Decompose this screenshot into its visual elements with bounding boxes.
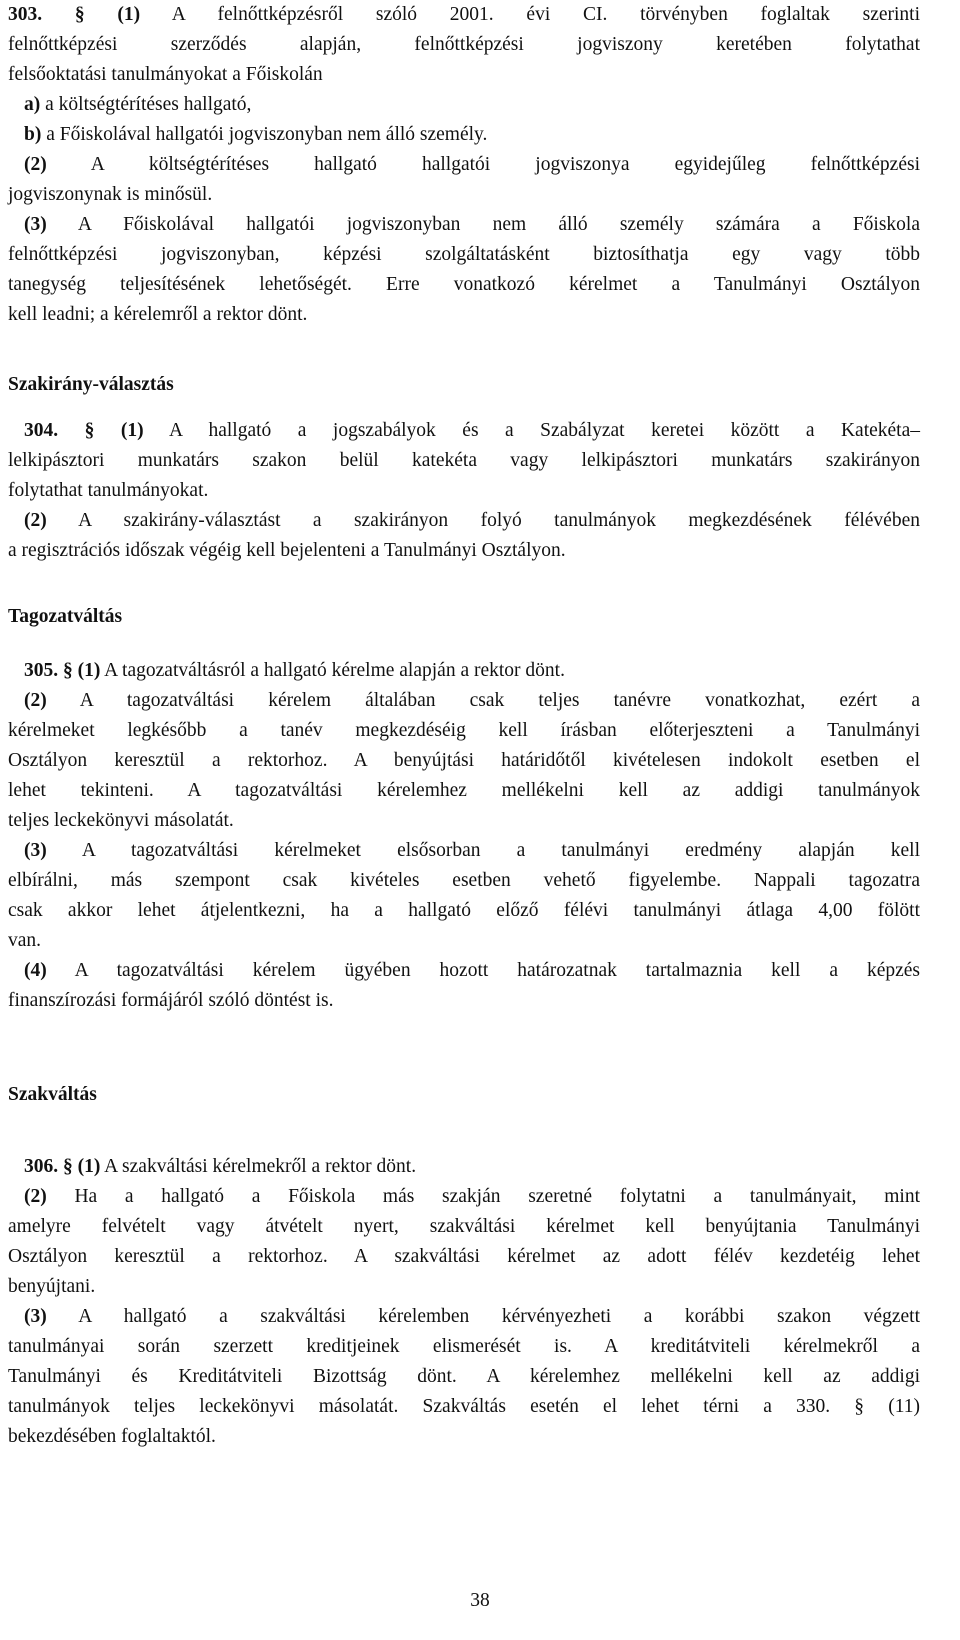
section-305-par2-line-4: lehet tekinteni. A tagozatváltási kérelemhez mellékelni kell az addigi tanulmányok — [8, 780, 920, 801]
section-306-par3-line-2: tanulmányai során szerzett kreditjeinek elismerését is. A kreditátviteli kérelmekről a — [8, 1336, 920, 1357]
section-305-par4-line-2: finanszírozási formájáról szóló döntést is. — [8, 990, 334, 1011]
heading-szakirany-valasztas: Szakirány-választás — [8, 374, 174, 395]
paragraph-text: A felnőttképzésről szóló 2001. évi CI. törvényben foglaltak szerinti — [140, 4, 921, 25]
section-303-par2-line-2: jogviszonynak is minősül. — [8, 184, 213, 205]
paragraph-text: A tagozatváltási kérelem ügyében hozott határozatnak tartalmaznia kell a képzés — [46, 960, 920, 981]
section-305-par2-line-1 — [8, 686, 920, 716]
paragraph-lead: (2) — [24, 690, 47, 711]
section-303-par3-line-4: kell leadni; a kérelemről a rektor dönt. — [8, 304, 308, 325]
section-306-par3-line-3: Tanulmányi és Kreditátviteli Bizottság dönt. A kérelemhez mellékelni kell az addigi — [8, 1366, 920, 1387]
paragraph-text: A költségtérítéses hallgató hallgatói jogviszonya egyidejűleg felnőttképzési — [46, 154, 920, 175]
paragraph-text: A tagozatváltásról a hallgató kérelme alapján a rektor dönt. — [100, 660, 565, 681]
section-305-par2-line-2: kérelmeket legkésőbb a tanév megkezdéséig kell írásban előterjeszteni a Tanulmányi — [8, 720, 920, 741]
section-sign: § — [84, 420, 95, 441]
section-305-par4-line-1 — [8, 956, 920, 986]
section-303-line-3: felsőoktatási tanulmányokat a Főiskolán — [8, 64, 323, 85]
section-304-par2-line-1 — [8, 506, 920, 536]
paragraph-text: A tagozatváltási kérelem általában csak teljes tanévre vonatkozhat, ezért a — [46, 690, 920, 711]
section-305-par3-line-4: van. — [8, 930, 42, 951]
list-label: a) — [24, 94, 41, 115]
section-306-par2-line-4: benyújtani. — [8, 1276, 96, 1297]
paragraph-lead: (4) — [24, 960, 47, 981]
list-text: a költségtérítéses hallgató, — [40, 94, 252, 115]
paragraph-lead: (1) — [77, 1156, 101, 1177]
section-306-par2-line-1 — [8, 1182, 920, 1212]
section-306-par3-line-5: bekezdésében foglaltaktól. — [8, 1426, 216, 1447]
list-label: b) — [24, 124, 42, 145]
section-305-par2-line-3: Osztályon keresztül a rektorhoz. A benyújtási határidőtől kivételesen indokolt esetben el — [8, 750, 920, 771]
paragraph-text: A szakirány-választást a szakirányon folyó tanulmányok megkezdésének félévében — [46, 510, 920, 531]
section-304-line-2: lelkipásztori munkatárs szakon belül katekéta vagy lelkipásztori munkatárs szakirányon — [8, 450, 920, 471]
section-number: 303. — [8, 4, 43, 25]
section-number: 304. — [24, 420, 59, 441]
list-text: a Főiskolával hallgatói jogviszonyban nem álló személy. — [41, 124, 488, 145]
section-number: 306. — [24, 1156, 59, 1177]
section-305 — [8, 656, 920, 1016]
section-306 — [8, 1152, 920, 1452]
section-305-par3-line-2: elbírálni, más szempont csak kivételes esetben vehető figyelembe. Nappali tagozatra — [8, 870, 920, 891]
section-303 — [8, 0, 920, 330]
section-sign: § — [63, 1156, 73, 1177]
section-303-line-1 — [8, 0, 920, 30]
section-sign: § — [74, 4, 85, 25]
paragraph-lead: (1) — [120, 420, 144, 441]
section-305-par2-line-5: teljes leckekönyvi másolatát. — [8, 810, 234, 831]
section-305-par3-line-3: csak akkor lehet átjelentkezni, ha a hallgató előző félévi tanulmányi átlaga 4,00 fölött — [8, 900, 920, 921]
section-305-par3-line-1 — [8, 836, 920, 866]
paragraph-text: A Főiskolával hallgatói jogviszonyban nem álló személy számára a Főiskola — [46, 214, 920, 235]
paragraph-lead: (3) — [24, 214, 47, 235]
paragraph-lead: (2) — [24, 154, 47, 175]
paragraph-text: A hallgató a jogszabályok és a Szabályzat keretei között a Katekéta– — [143, 420, 921, 441]
section-303-par3-line-1 — [8, 210, 920, 240]
section-305-line-1 — [8, 656, 920, 686]
section-306-line-1 — [8, 1152, 920, 1182]
heading-tagozatvaltas: Tagozatváltás — [8, 606, 123, 627]
list-item-b — [8, 120, 920, 150]
section-306-par2-line-3: Osztályon keresztül a rektorhoz. A szakváltási kérelmet az adott félév kezdetéig lehet — [8, 1246, 920, 1267]
paragraph-lead: (1) — [77, 660, 101, 681]
paragraph-text: Ha a hallgató a Főiskola más szakján szeretné folytatni a tanulmányait, mint — [46, 1186, 920, 1207]
paragraph-lead: (2) — [24, 1186, 47, 1207]
section-306-par3-line-1 — [8, 1302, 920, 1332]
section-303-par3-line-2: felnőttképzési jogviszonyban, képzési szolgáltatásként biztosíthatja egy vagy több — [8, 244, 920, 265]
section-304 — [8, 416, 920, 566]
paragraph-lead: (2) — [24, 510, 47, 531]
section-303-line-2: felnőttképzési szerződés alapján, felnőttképzési jogviszony keretében folytathat — [8, 34, 920, 55]
section-303-par2-line-1 — [8, 150, 920, 180]
section-number: 305. — [24, 660, 59, 681]
section-303-par3-line-3: tanegység teljesítésének lehetőségét. Erre vonatkozó kérelmet a Tanulmányi Osztályon — [8, 274, 920, 295]
paragraph-text: A hallgató a szakváltási kérelemben kérvényezheti a korábbi szakon végzett — [46, 1306, 920, 1327]
page-number: 38 — [470, 1590, 490, 1611]
section-306-par3-line-4: tanulmányok teljes leckekönyvi másolatát. Szakváltás esetén el lehet térni a 330. § (11) — [8, 1396, 920, 1417]
list-item-a — [8, 90, 920, 120]
paragraph-lead: (1) — [117, 4, 141, 25]
section-304-par2-line-2: a regisztrációs időszak végéig kell bejelenteni a Tanulmányi Osztályon. — [8, 540, 566, 561]
section-304-line-3: folytathat tanulmányokat. — [8, 480, 209, 501]
paragraph-text: A tagozatváltási kérelmeket elsősorban a tanulmányi eredmény alapján kell — [46, 840, 920, 861]
section-306-par2-line-2: amelyre felvételt vagy átvételt nyert, szakváltási kérelmet kell benyújtania Tanulmányi — [8, 1216, 920, 1237]
section-304-line-1 — [8, 416, 920, 446]
section-sign: § — [63, 660, 73, 681]
paragraph-text: A szakváltási kérelmekről a rektor dönt. — [100, 1156, 417, 1177]
paragraph-lead: (3) — [24, 1306, 47, 1327]
heading-szakvaltas: Szakváltás — [8, 1084, 97, 1105]
paragraph-lead: (3) — [24, 840, 47, 861]
